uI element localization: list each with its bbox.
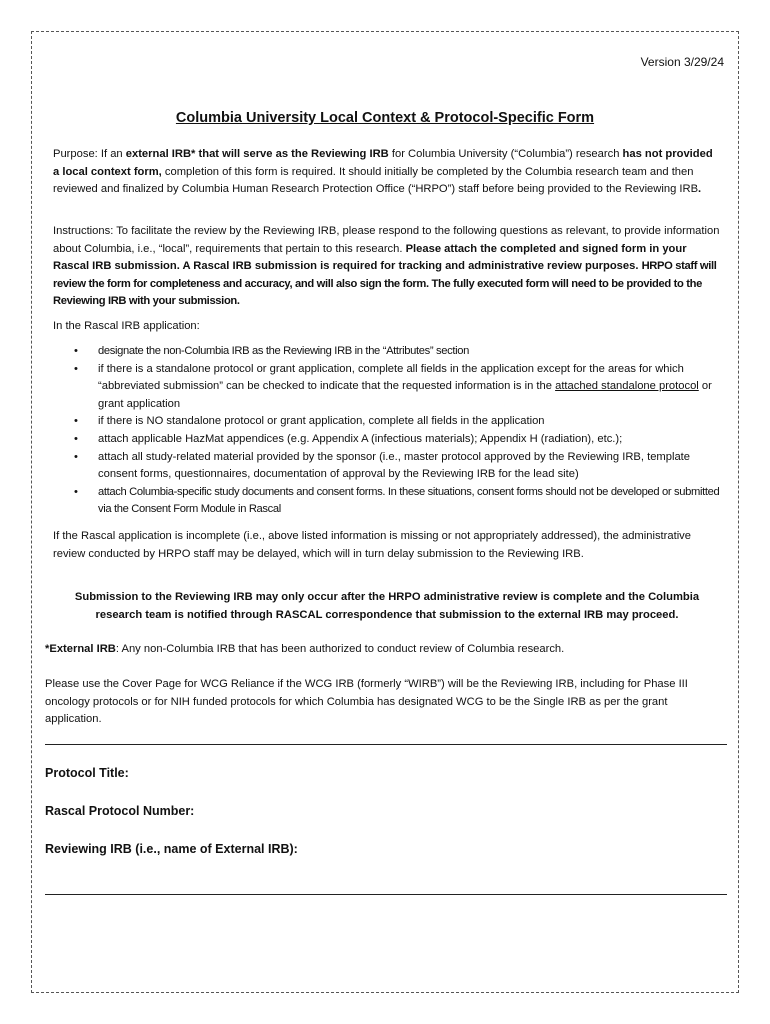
protocol-title-label: Protocol Title:	[45, 766, 129, 780]
rascal-protocol-number-label: Rascal Protocol Number:	[45, 804, 195, 818]
list-item: • if there is a standalone protocol or grant application, complete all fields in the application except for the areas for which “abbreviated submission” can be checked to indicate that the requested information is in the attached standalone protocol or grant application	[74, 362, 712, 410]
divider-top	[45, 744, 727, 745]
version-label: Version 3/29/24	[640, 55, 724, 69]
bullet-icon: •	[74, 345, 78, 357]
bullet-icon: •	[74, 362, 78, 375]
form-title: Columbia University Local Context & Protocol-Specific Form	[175, 110, 595, 126]
cover-page-note: Please use the Cover Page for WCG Reliance if the WCG IRB (formerly “WIRB”) will be the Reviewing IRB, including for Phase III oncology protocols or for NIH funded protocols for which Columbia has designated WCG to be the Single IRB as per the grant application.	[45, 678, 688, 725]
external-irb-definition: *External IRB: Any non-Columbia IRB that has been authorized to conduct review of Columbia research.	[45, 643, 565, 655]
bullet-icon: •	[74, 415, 78, 428]
instructions-paragraph: Instructions: To facilitate the review by the Reviewing IRB, please respond to the following questions as relevant, to provide information about Columbia, i.e., “local”, requirements that pertain to this research. Please attach the completed and signed form in your Rascal IRB submission. A Rascal IRB submission is required for tracking and administrative review purposes. HRPO staff will review the form for completeness and accuracy, and will also sign the form. The fully executed form will need to be provided to the Reviewing IRB with your submission.	[53, 225, 720, 307]
bullet-icon: •	[74, 432, 78, 445]
incomplete-note: If the Rascal application is incomplete (i.e., above listed information is missing or not appropriately addressed), the administrative review conducted by HRPO staff may be delayed, which will in turn delay submission to the Reviewing IRB.	[53, 530, 691, 560]
list-item: • if there is NO standalone protocol or grant application, complete all fields in the application	[70, 413, 720, 431]
list-item: • attach applicable HazMat appendices (e.g. Appendix A (infectious materials); Appendix H (radiation), etc.);	[70, 431, 720, 449]
reviewing-irb-label: Reviewing IRB (i.e., name of External IRB):	[45, 842, 298, 856]
list-item: • attach all study-related material provided by the sponsor (i.e., master protocol approved by the Reviewing IRB, template consent forms, questionnaires, documentation of approval by the Reviewing IRB for the lead site)	[74, 450, 690, 481]
bullet-icon: •	[74, 450, 78, 463]
submission-note: Submission to the Reviewing IRB may only occur after the HRPO administrative review is complete and the Columbia research team is notified through RASCAL correspondence that submission to the external IRB may proceed.	[74, 591, 700, 621]
purpose-paragraph: Purpose: If an external IRB* that will serve as the Reviewing IRB for Columbia University (“Columbia”) research has not provided a local context form, completion of this form is required. It should initially be completed by the Columbia research team and then reviewed and finalized by Columbia Human Research Protection Office (“HRPO”) staff before being provided to the Reviewing IRB.	[53, 148, 713, 195]
divider-bottom	[45, 894, 727, 895]
list-item: • designate the non-Columbia IRB as the Reviewing IRB in the “Attributes” section	[70, 343, 720, 361]
rascal-instructions-list	[70, 343, 720, 519]
list-item: • attach Columbia-specific study documents and consent forms. In these situations, consent forms should not be developed or submitted via the Consent Form Module in Rascal	[74, 485, 720, 516]
bullet-icon: •	[74, 485, 78, 498]
rascal-intro: In the Rascal IRB application:	[53, 320, 200, 332]
